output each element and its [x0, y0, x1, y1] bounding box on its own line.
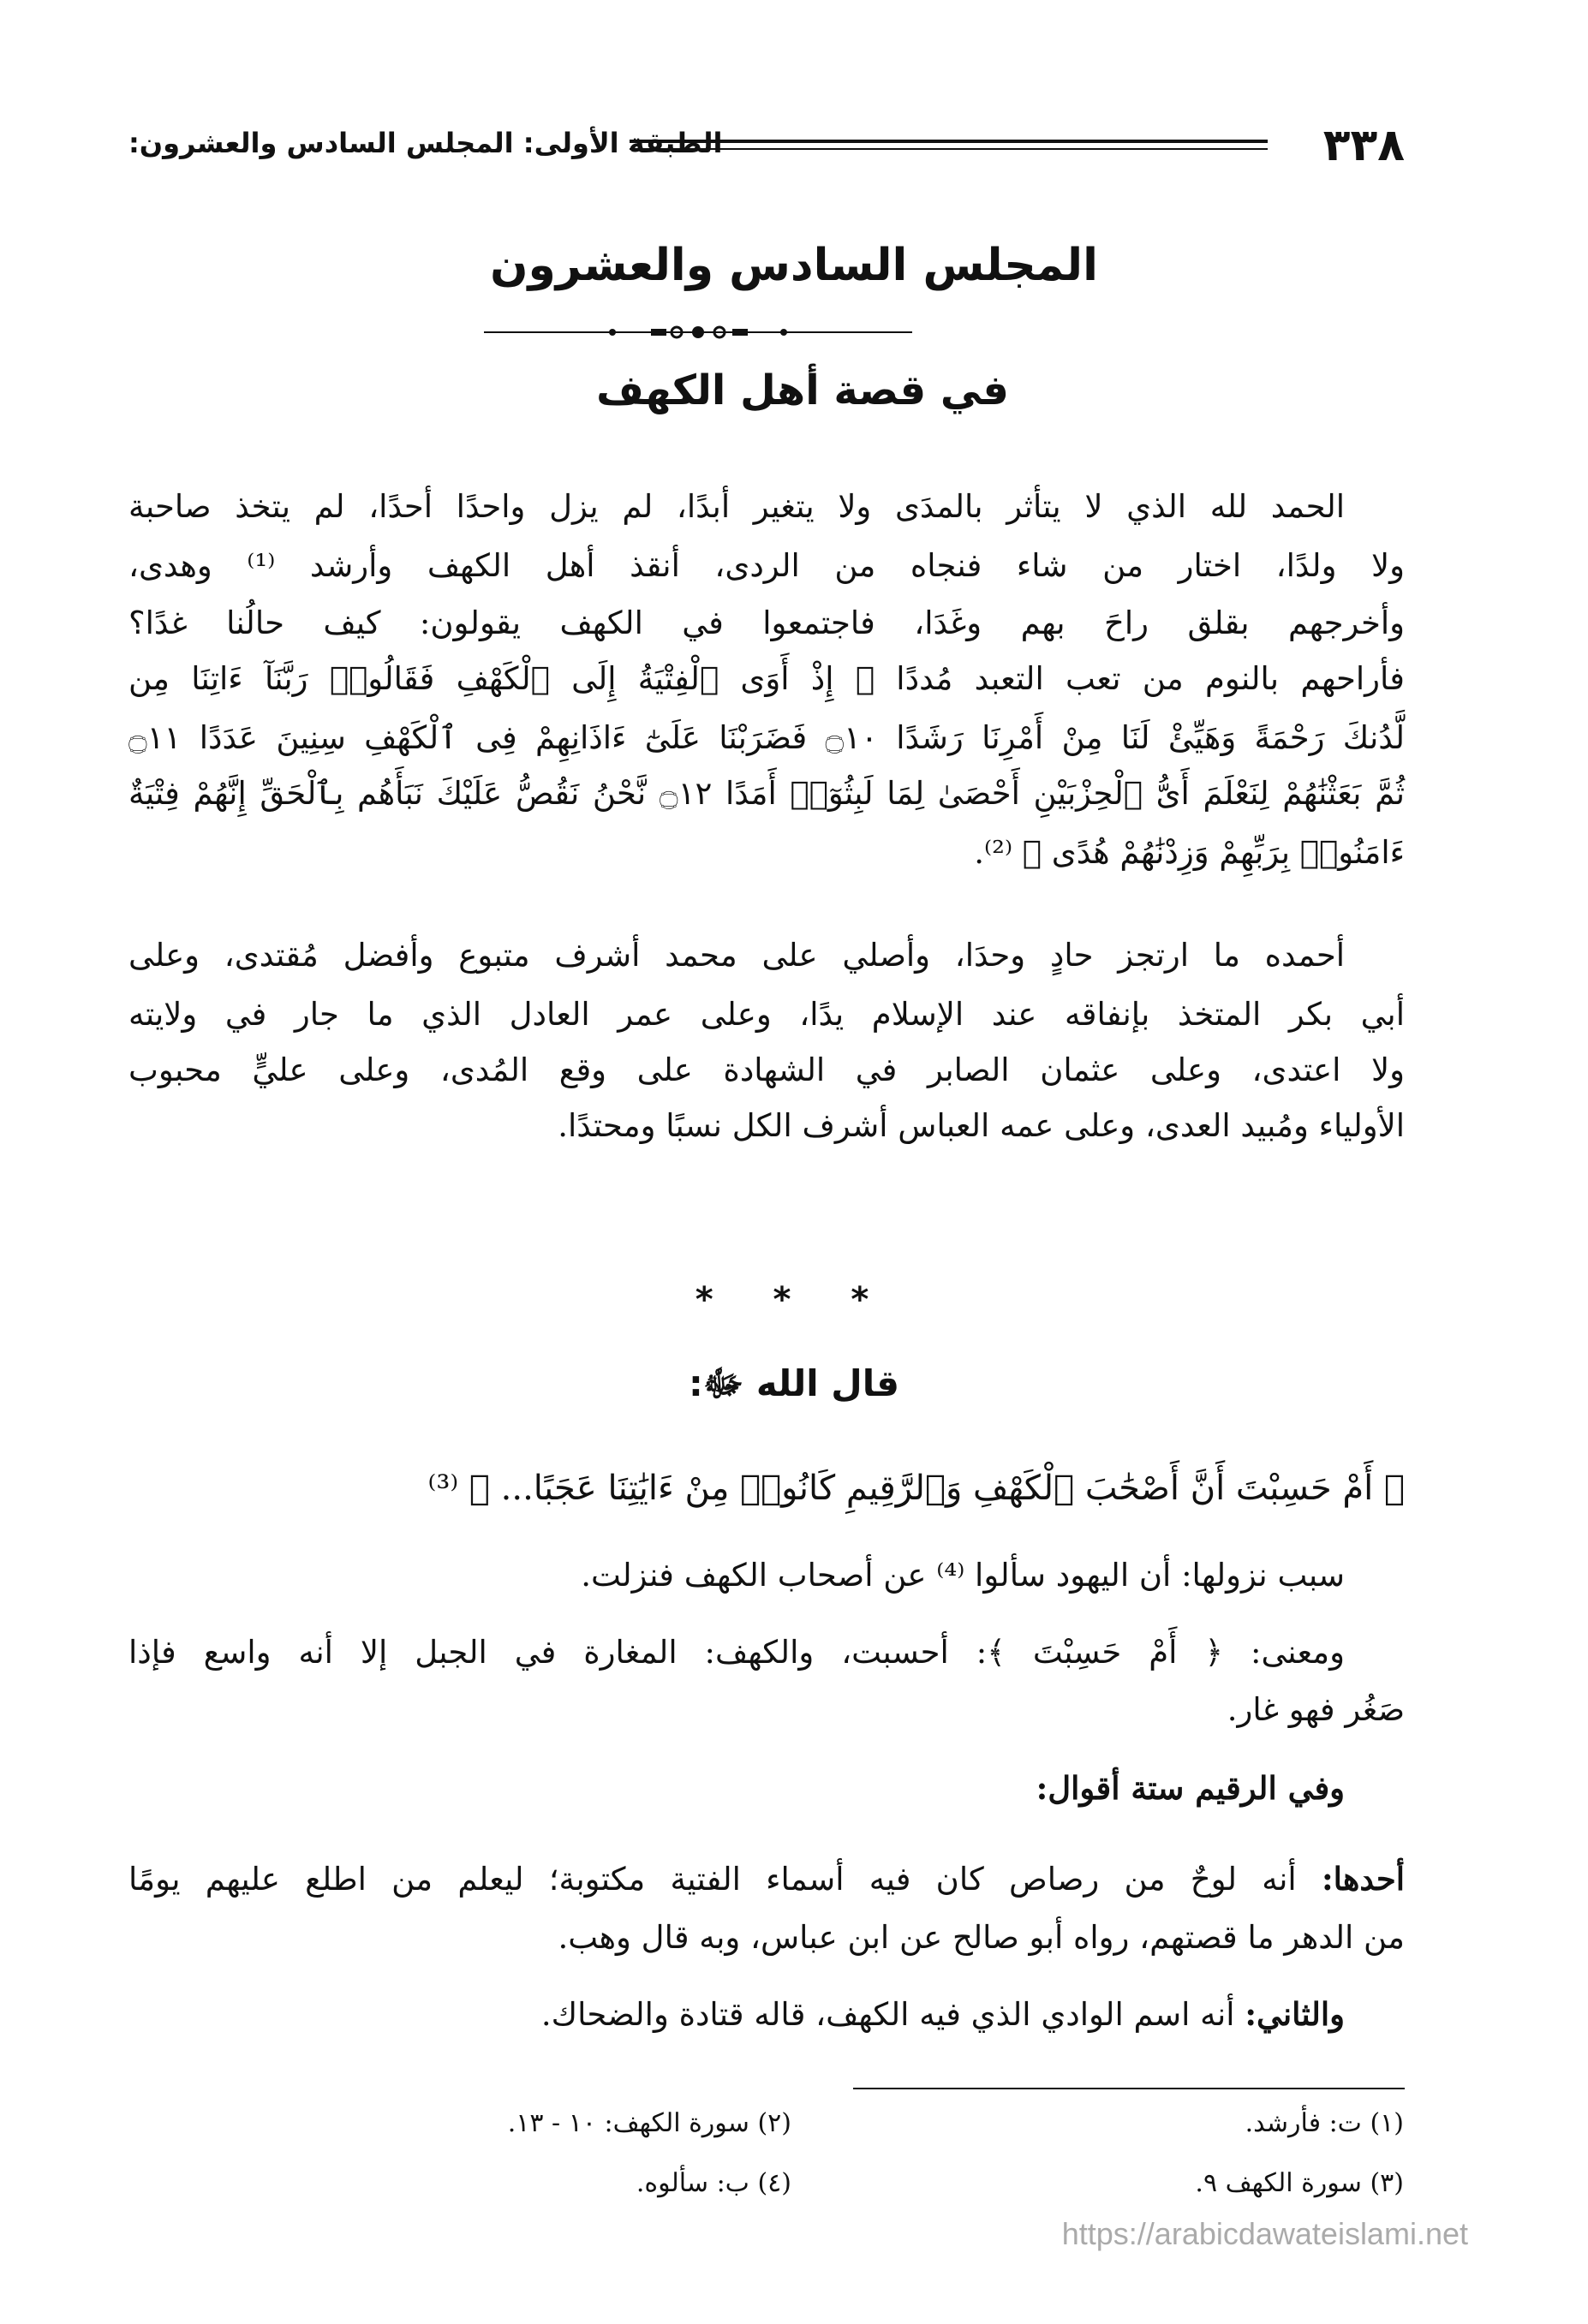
first-opinion-label: أحدها: — [1321, 1860, 1405, 1898]
page-number: ٣٣٨ — [1322, 120, 1405, 171]
running-title: الطبقة الأولى: المجلس السادس والعشرون: — [128, 127, 723, 159]
body-line: ومعنى: ﴿ أَمْ حَسِبْتَ ﴾: أحسبت، والكهف: المغارة في الجبل إلا أنه واسع فإذا — [128, 1634, 1345, 1671]
intro-line: لَّدُنكَ رَحْمَةً وَهَيِّئْ لَنَا مِنْ أَمْرِنَا رَشَدًا ۝١٠ فَضَرَبْنَا عَلَىٰٓ ءَاذَانِهِمْ فِى ٱلْكَهْفِ سِنِينَ عَدَدًا ۝١١ — [128, 719, 1405, 756]
second-opinion-line — [128, 1988, 1405, 2041]
intro-line: ثُمَّ بَعَثْنَٰهُمْ لِنَعْلَمَ أَىُّ ٱلْحِزْبَيْنِ أَحْصَىٰ لِمَا لَبِثُوٓا۟ أَمَدًا ۝١٢ نَّحْنُ نَقُصُّ عَلَيْكَ نَبَأَهُم بِٱلْحَقِّ إِنَّهُمْ فِتْيَةٌ — [128, 775, 1405, 812]
praise-line: ولا اعتدى، وعلى عثمان الصابر في الشهادة على وقع المُدى، وعلى عليٍّ محبوب — [128, 1052, 1405, 1088]
body-line: سبب نزولها: أن اليهود سألوا ⁽⁴⁾ عن أصحاب الكهف فنزلت. — [581, 1557, 1345, 1594]
body-line: صَغُر فهو غار. — [1227, 1691, 1405, 1728]
footnote-4: (٤) ب: سألوه. — [636, 2168, 791, 2198]
verse-line: ﴿ أَمْ حَسِبْتَ أَنَّ أَصْحَٰبَ ٱلْكَهْفِ وَٱلرَّقِيمِ كَانُوا۟ مِنْ ءَايَٰتِنَا عَجَبًا... ﴾ ⁽³⁾ — [427, 1469, 1405, 1508]
header-double-rule — [630, 140, 1268, 150]
second-opinion-text: أنه اسم الوادي الذي فيه الكهف، قاله قتادة والضحاك. — [540, 1996, 1245, 2033]
first-opinion-text: أنه لوحٌ من رصاص كان فيه أسماء الفتية مكتوبة؛ ليعلم من اطلع عليهم يومًا — [128, 1861, 1322, 1898]
intro-line: الحمد لله الذي لا يتأثر بالمدَى ولا يتغير أبدًا، لم يزل واحدًا أحدًا، لم يتخذ صاحبة — [128, 488, 1345, 525]
ornament-divider — [484, 324, 912, 341]
footnote-3: (٣) سورة الكهف ٩. — [1195, 2168, 1404, 2198]
intro-line: فأراحهم بالنوم من تعب التعبد مُددًا ﴿ إِذْ أَوَى ٱلْفِتْيَةُ إِلَى ٱلْكَهْفِ فَقَالُوا۟ رَبَّنَآ ءَاتِنَا مِن — [128, 660, 1405, 697]
praise-line: أبي بكر المتخذ بإنفاقه عند الإسلام يدًا، وعلى عمر العادل الذي ما جار في ولايته — [128, 996, 1405, 1033]
intro-line: ءَامَنُوا۟ بِرَبِّهِمْ وَزِدْنَٰهُمْ هُدًى ﴾ ⁽²⁾. — [974, 834, 1405, 871]
watermark-url: https://arabicdawateislami.net — [1061, 2216, 1468, 2251]
footnote-2: (٢) سورة الكهف: ١٠ - ١٣. — [507, 2108, 791, 2138]
second-opinion-label: والثاني: — [1245, 1995, 1345, 2033]
first-opinion-line — [128, 1853, 1405, 1905]
praise-line: الأولياء ومُبيد العدى، وعلى عمه العباس أشرف الكل نسبًا ومحتدًا. — [558, 1107, 1405, 1144]
chapter-title: المجلس السادس والعشرون — [490, 240, 1098, 291]
section-separator: * * * — [695, 1280, 893, 1320]
intro-line: وأخرجهم بقلق راحَ بهم وغَدَا، فاجتمعوا في الكهف يقولون: كيف حالُنا غدًا؟ — [128, 605, 1405, 641]
qal-allah-heading: قال الله ﷻ: — [689, 1362, 899, 1404]
raqim-heading: وفي الرقيم ستة أقوال: — [1036, 1769, 1345, 1807]
intro-line: ولا ولدًا، اختار من شاء فنجاه من الردى، أنقذ أهل الكهف وأرشد ⁽¹⁾ وهدى، — [128, 547, 1405, 584]
footnote-1: (١) ت: فأرشد. — [1245, 2108, 1404, 2138]
first-opinion-line: من الدهر ما قصتهم، رواه أبو صالح عن ابن عباس، وبه قال وهب. — [558, 1919, 1405, 1956]
chapter-subtitle: في قصة أهل الكهف — [596, 366, 1009, 414]
footnote-rule — [853, 2088, 1405, 2089]
praise-line: أحمده ما ارتجز حادٍ وحدَا، وأصلي على محمد أشرف متبوع وأفضل مُقتدى، وعلى — [128, 937, 1345, 974]
